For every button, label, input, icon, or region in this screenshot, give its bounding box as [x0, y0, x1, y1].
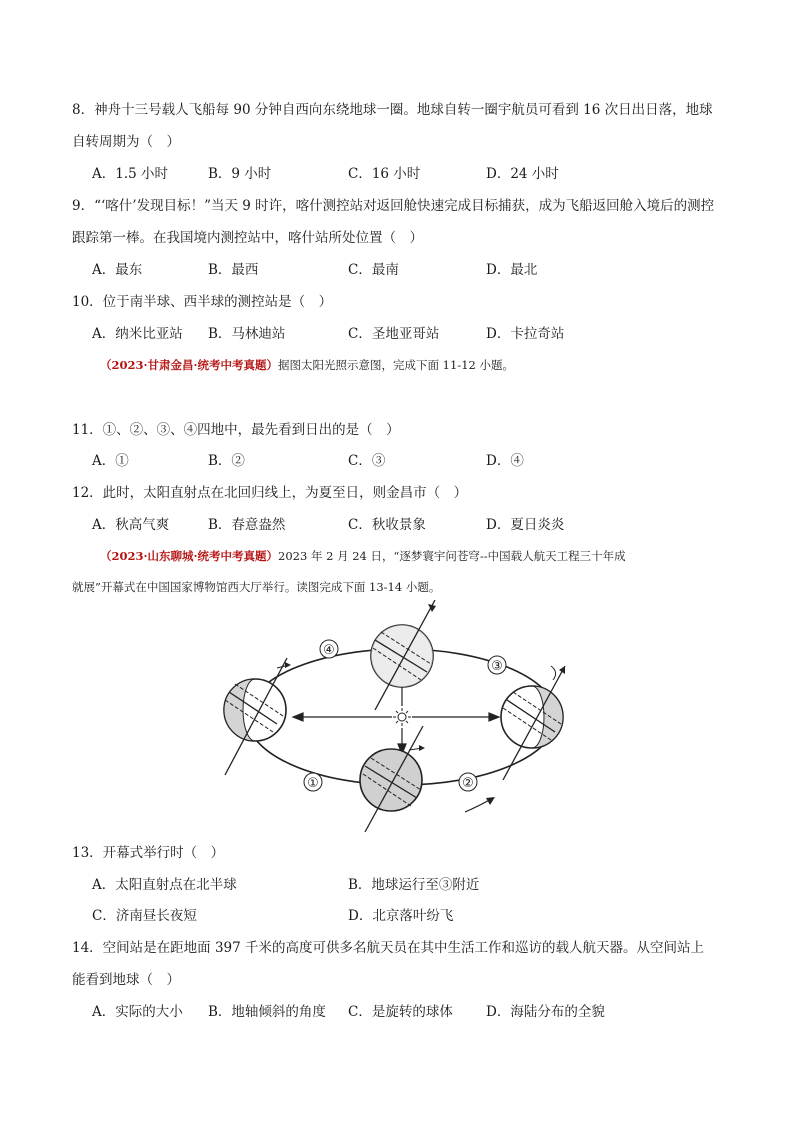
- q14-option-d[interactable]: D．海陆分布的全貌: [486, 1004, 605, 1020]
- orbit-label-3: ③: [491, 659, 503, 674]
- q13-options-row2: [92, 906, 692, 926]
- q13-options-row1: [92, 875, 692, 895]
- q13-option-d[interactable]: D．北京落叶纷飞: [348, 908, 454, 924]
- q12-stem: 12．此时，太阳直射点在北回归线上，为夏至日，则金昌市（ ）: [72, 485, 468, 501]
- q14-stem-line2: 能看到地球（ ）: [72, 972, 180, 988]
- q11-option-b[interactable]: B．②: [208, 453, 245, 469]
- section-intro-11-12: [100, 356, 514, 374]
- q10-option-c[interactable]: C．圣地亚哥站: [348, 326, 440, 342]
- q14-option-b[interactable]: B．地轴倾斜的角度: [208, 1004, 326, 1020]
- q14-stem-line1: 14．空间站是在距地面 397 千米的高度可供多名航天员在其中生活工作和巡访的载人航天器。从空间站上: [72, 940, 705, 956]
- earth-top: [371, 600, 436, 710]
- q8-stem-line2: 自转周期为（ ）: [72, 134, 180, 150]
- q13-option-c[interactable]: C．济南昼长夜短: [92, 908, 197, 924]
- intro-text: 据图太阳光照示意图，完成下面 11-12 小题。: [278, 358, 514, 372]
- q8-option-b[interactable]: B．9 小时: [208, 166, 272, 182]
- revolution-direction-arrow: [465, 797, 495, 812]
- q11-option-a[interactable]: A．①: [92, 453, 129, 469]
- q9-option-a[interactable]: A．最东: [92, 262, 143, 278]
- q13-option-a[interactable]: A．太阳直射点在北半球: [92, 877, 237, 893]
- source-tag: （2023·山东聊城·统考中考真题）: [100, 549, 279, 563]
- earth-orbit-diagram: [215, 600, 575, 835]
- q12-option-c[interactable]: C．秋收景象: [348, 517, 426, 533]
- q9-option-c[interactable]: C．最南: [348, 262, 399, 278]
- q9-stem-line1: 9．“‘喀什’发现目标！”当天 9 时许，喀什测控站对返回舱快速完成目标捕获，成为飞船返回舱入境后的测控: [72, 198, 715, 214]
- q8-stem-line1: 8．神舟十三号载人飞船每 90 分钟自西向东绕地球一圈。地球自转一圈宇航员可看到 16 次日出日落，地球: [72, 102, 713, 118]
- q14-options: [92, 1002, 712, 1022]
- orbit-label-4: ④: [323, 643, 335, 658]
- q10-option-a[interactable]: A．纳米比亚站: [92, 326, 183, 342]
- source-tag: （2023·甘肃金昌·统考中考真题）: [100, 358, 279, 372]
- q12-option-b[interactable]: B．春意盎然: [208, 517, 286, 533]
- q9-option-d[interactable]: D．最北: [486, 262, 538, 278]
- q10-option-b[interactable]: B．马林迪站: [208, 326, 286, 342]
- q13-option-b[interactable]: B．地球运行至③附近: [348, 877, 480, 893]
- q14-option-c[interactable]: C．是旋转的球体: [348, 1004, 453, 1020]
- earth-bottom: [360, 726, 425, 832]
- section-intro-13-14-line2: 就展”开幕式在中国国家博物馆西大厅举行。读图完成下面 13-14 小题。: [72, 580, 441, 594]
- q8-option-c[interactable]: C．16 小时: [348, 166, 421, 182]
- earth-left: [224, 658, 291, 775]
- earth-right: [501, 666, 565, 780]
- q12-option-d[interactable]: D．夏日炎炎: [486, 517, 565, 533]
- q11-option-c[interactable]: C．③: [348, 453, 386, 469]
- q8-option-d[interactable]: D．24 小时: [486, 166, 559, 182]
- q11-option-d[interactable]: D．④: [486, 453, 524, 469]
- q8-option-a[interactable]: A．1.5 小时: [92, 166, 169, 182]
- orbit-label-2: ②: [462, 776, 474, 791]
- q9-option-b[interactable]: B．最西: [208, 262, 259, 278]
- q11-stem: 11．①、②、③、④四地中，最先看到日出的是（ ）: [72, 422, 400, 438]
- q9-stem-line2: 跟踪第一棒。在我国境内测控站中，喀什站所处位置（ ）: [72, 230, 423, 246]
- sun-icon: [393, 708, 411, 726]
- q13-stem: 13．开幕式举行时（ ）: [72, 845, 225, 861]
- q10-stem: 10．位于南半球、西半球的测控站是（ ）: [72, 294, 333, 310]
- section-intro-13-14-line1: [100, 547, 626, 565]
- intro-text: 2023 年 2 月 24 日，“逐梦寰宇问苍穹--中国载人航天工程三十年成: [278, 549, 626, 563]
- orbit-label-1: ①: [307, 776, 319, 791]
- q10-option-d[interactable]: D．卡拉奇站: [486, 326, 565, 342]
- q12-option-a[interactable]: A．秋高气爽: [92, 517, 170, 533]
- q14-option-a[interactable]: A．实际的大小: [92, 1004, 183, 1020]
